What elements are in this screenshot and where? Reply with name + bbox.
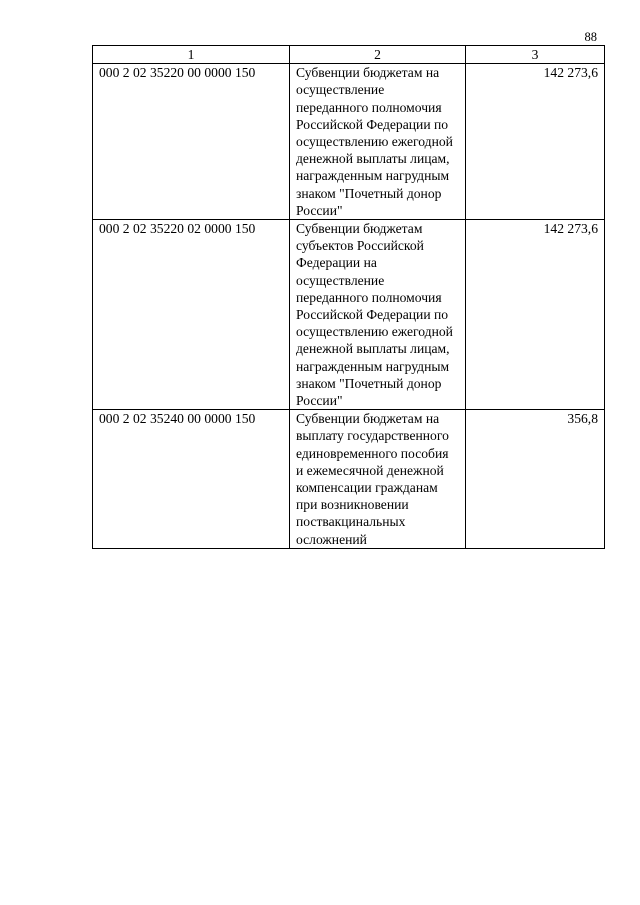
amount-cell: 142 273,6	[466, 64, 605, 220]
table-row	[93, 64, 605, 220]
income-name-cell: Субвенции бюджетам на выплату государственного единовременного пособия и ежемесячной денежной компенсации гражданам при возникновении поствакцинальных осложнений	[290, 410, 466, 549]
income-name-cell: Субвенции бюджетам на осуществление переданного полномочия Российской Федерации по осуществлению ежегодной денежной выплаты лицам, награжденным нагрудным знаком "Почетный донор России"	[290, 64, 466, 220]
amount-cell: 142 273,6	[466, 220, 605, 410]
budget-code-cell: 000 2 02 35220 02 0000 150	[93, 220, 290, 410]
budget-table	[92, 45, 605, 549]
header-row	[93, 46, 605, 64]
column-header-2: 2	[290, 46, 466, 64]
page-number: 88	[584, 30, 597, 44]
amount-cell: 356,8	[466, 410, 605, 549]
budget-code-cell: 000 2 02 35220 00 0000 150	[93, 64, 290, 220]
budget-code-cell: 000 2 02 35240 00 0000 150	[93, 410, 290, 549]
table-body	[93, 64, 605, 549]
column-header-3: 3	[466, 46, 605, 64]
table-row	[93, 410, 605, 549]
column-header-1: 1	[93, 46, 290, 64]
table-header	[93, 46, 605, 64]
table-row	[93, 220, 605, 410]
income-name-cell: Субвенции бюджетам субъектов Российской Федерации на осуществление переданного полномочия Российской Федерации по осуществлению ежегодной денежной выплаты лицам, награжденным нагрудным знаком "Почетный донор России"	[290, 220, 466, 410]
